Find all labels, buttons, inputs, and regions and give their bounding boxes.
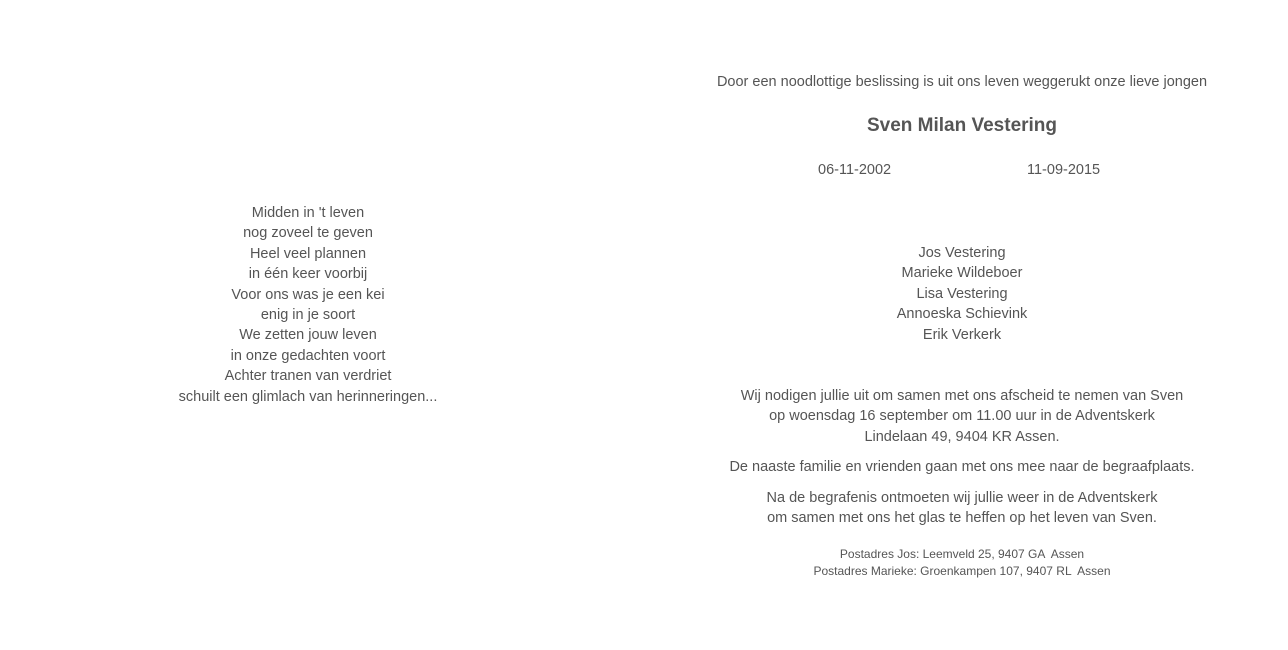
family-member: Jos Vestering bbox=[918, 245, 1006, 261]
family-member: Erik Verkerk bbox=[922, 326, 1002, 343]
invitation-line: Wij nodigen jullie uit om samen met ons afscheid te nemen van Sven bbox=[740, 388, 1184, 404]
poem-line: Achter tranen van verdriet bbox=[224, 368, 392, 385]
burial-paragraph bbox=[644, 457, 1280, 477]
postal-addresses bbox=[644, 546, 1280, 580]
poem-line: Voor ons was je een kei bbox=[231, 286, 385, 303]
postal-address: Postadres Marieke: Groenkampen 107, 9407 RL Assen bbox=[813, 564, 1111, 578]
intro-text: Door een noodlottige beslissing is uit ons leven weggerukt onze lieve jongen bbox=[716, 74, 1208, 90]
family-list bbox=[644, 243, 1280, 345]
invitation-paragraph bbox=[644, 386, 1280, 447]
poem-line: nog zoveel te geven bbox=[243, 225, 373, 242]
gathering-line: Na de begrafenis ontmoeten wij jullie weer in de Adventskerk bbox=[766, 490, 1158, 506]
poem-line: in één keer voorbij bbox=[248, 266, 368, 283]
birth-date: 06-11-2002 bbox=[818, 162, 892, 178]
poem-line: Midden in 't leven bbox=[251, 205, 365, 221]
death-date: 11-09-2015 bbox=[1027, 162, 1101, 178]
family-member: Marieke Wildeboer bbox=[901, 265, 1023, 282]
family-member: Annoeska Schievink bbox=[896, 306, 1028, 323]
burial-line: De naaste familie en vrienden gaan met ons mee naar de begraafplaats. bbox=[729, 459, 1195, 475]
gathering-line: om samen met ons het glas te heffen op het leven van Sven. bbox=[767, 510, 1157, 527]
deceased-name: Sven Milan Vestering bbox=[866, 115, 1058, 136]
poem-line: enig in je soort bbox=[260, 307, 356, 324]
poem-line: Heel veel plannen bbox=[249, 245, 367, 262]
poem-line: We zetten jouw leven bbox=[239, 327, 377, 344]
poem-line: schuilt een glimlach van herinneringen... bbox=[178, 388, 438, 405]
poem bbox=[0, 203, 616, 407]
invitation-line: Lindelaan 49, 9404 KR Assen. bbox=[864, 428, 1060, 445]
poem-line: in onze gedachten voort bbox=[230, 347, 386, 364]
gathering-paragraph bbox=[644, 488, 1280, 529]
right-page bbox=[644, 0, 1280, 650]
family-member: Lisa Vestering bbox=[916, 285, 1008, 302]
invitation-line: op woensdag 16 september om 11.00 uur in de Adventskerk bbox=[769, 408, 1155, 425]
postal-address: Postadres Jos: Leemveld 25, 9407 GA Assen bbox=[839, 547, 1085, 561]
left-page bbox=[0, 0, 620, 650]
